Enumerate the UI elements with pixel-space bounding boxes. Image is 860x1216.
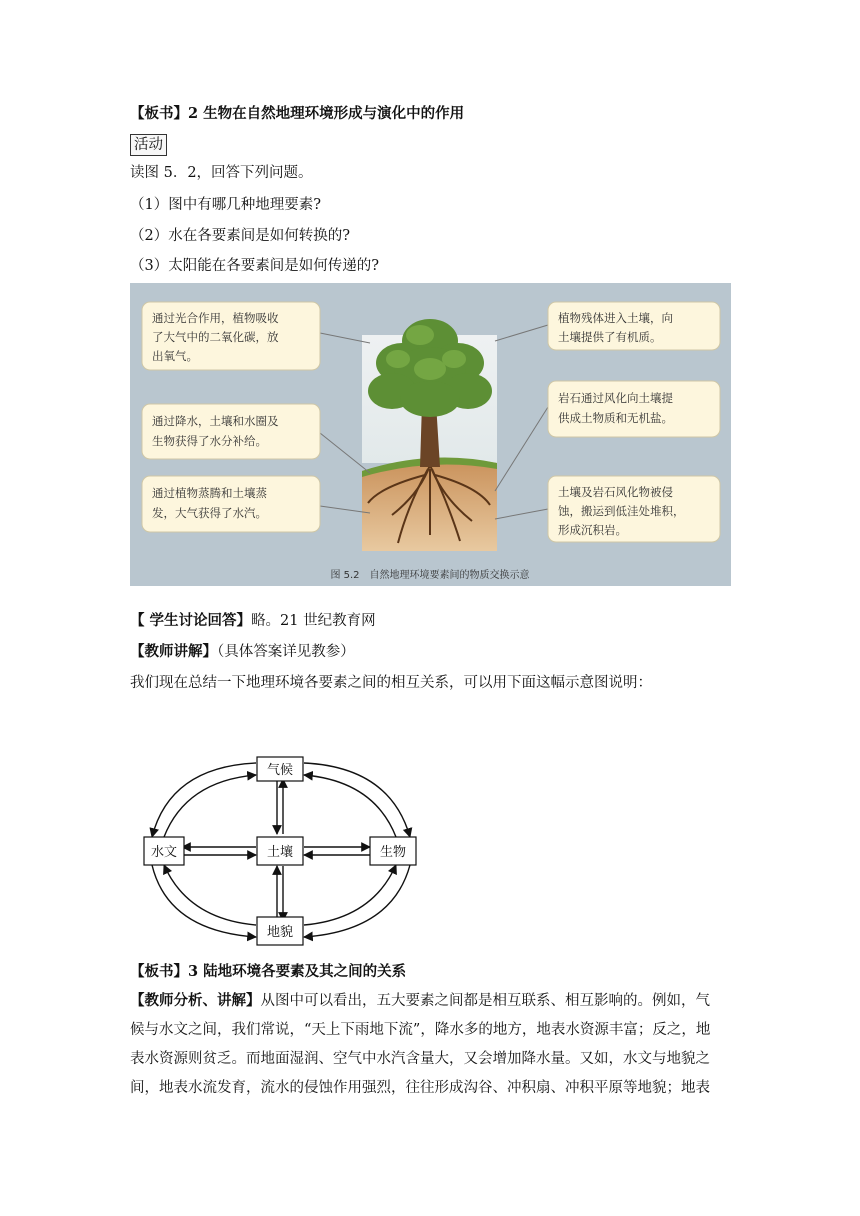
box-left-2-line-2: 生物获得了水分补给。	[152, 434, 267, 448]
analysis-line-3: 表水资源则贫乏。而地面湿润、空气中水汽含量大，又会增加降水量。又如，水文与地貌之	[130, 1051, 710, 1067]
discussion-text: 略。21 世纪教育网	[251, 613, 376, 629]
heading-bracket: 【板书】	[130, 963, 188, 980]
analysis-line-4: 间，地表水流发育，流水的侵蚀作用强烈，往往形成沟谷、冲积扇、冲积平原等地貌；地表	[130, 1080, 710, 1096]
teacher-explain	[130, 642, 355, 662]
box-right-1-line-2: 土壤提供了有机质。	[558, 330, 662, 344]
box-left-1-line-1: 通过光合作用，植物吸收	[152, 311, 279, 325]
box-right-3-line-2: 蚀，搬运到低洼处堆积，	[558, 504, 685, 518]
box-right-3-line-1: 土壤及岩石风化物被侵	[558, 485, 673, 499]
material-exchange-figure	[130, 283, 731, 586]
box-left-3-line-2: 发，大气获得了水汽。	[152, 506, 267, 520]
explain-bracket: 【教师讲解】	[130, 643, 217, 660]
analysis-text-1: 从图中可以看出，五大要素之间都是相互联系、相互影响的。例如，气	[260, 993, 710, 1009]
analysis-line-1	[130, 986, 730, 1016]
analysis-line-2: 候与水文之间，我们常说，“天上下雨地下流”，降水多的地方，地表水资源丰富；反之，地	[130, 1022, 711, 1038]
node-biology: 生物	[379, 845, 407, 860]
heading-bracket: 【板书】	[130, 105, 188, 122]
activity-label: 活动	[130, 134, 167, 156]
node-hydrology: 水文	[150, 845, 178, 860]
student-discussion	[130, 611, 376, 631]
element-relation-diagram	[130, 745, 430, 955]
summary-text: 我们现在总结一下地理环境各要素之间的相互关系，可以用下面这幅示意图说明：	[130, 675, 652, 691]
box-right-1-line-1: 植物残体进入土壤，向	[558, 311, 673, 325]
box-left-3-line-1: 通过植物蒸腾和土壤蒸	[152, 486, 267, 500]
intro-text: 读图 5．2，回答下列问题。	[130, 165, 313, 181]
question-1: （1）图中有哪几种地理要素?	[130, 197, 321, 213]
heading-text: 3 陆地环境各要素及其之间的关系	[188, 963, 407, 980]
heading-board-2	[130, 104, 464, 124]
explain-text: （具体答案详见教参）	[217, 644, 355, 660]
figure-caption: 图 5.2 自然地理环境要素间的物质交换示意	[330, 570, 530, 581]
heading-board-3	[130, 962, 406, 982]
node-landform: 地貌	[266, 925, 294, 940]
discussion-bracket: 【 学生讨论回答】	[130, 612, 252, 629]
analysis-paragraph	[130, 986, 730, 1103]
box-right-2-line-2: 供成土物质和无机盐。	[558, 411, 673, 425]
heading-text: 2 生物在自然地理环境形成与演化中的作用	[188, 105, 465, 122]
question-3: （3）太阳能在各要素间是如何传递的?	[130, 258, 379, 274]
question-2: （2）水在各要素间是如何转换的?	[130, 228, 350, 244]
analysis-bracket: 【教师分析、讲解】	[130, 992, 261, 1009]
box-right-2-line-1: 岩石通过风化向土壤提	[558, 391, 673, 405]
node-soil: 土壤	[266, 845, 294, 860]
box-right-3-line-3: 形成沉积岩。	[558, 523, 627, 537]
box-left-1-line-3: 出氧气。	[152, 349, 198, 363]
box-left-2-line-1: 通过降水，土壤和水圈及	[152, 414, 279, 428]
box-left-1-line-2: 了大气中的二氧化碳，放	[152, 330, 279, 344]
node-climate: 气候	[266, 763, 294, 778]
